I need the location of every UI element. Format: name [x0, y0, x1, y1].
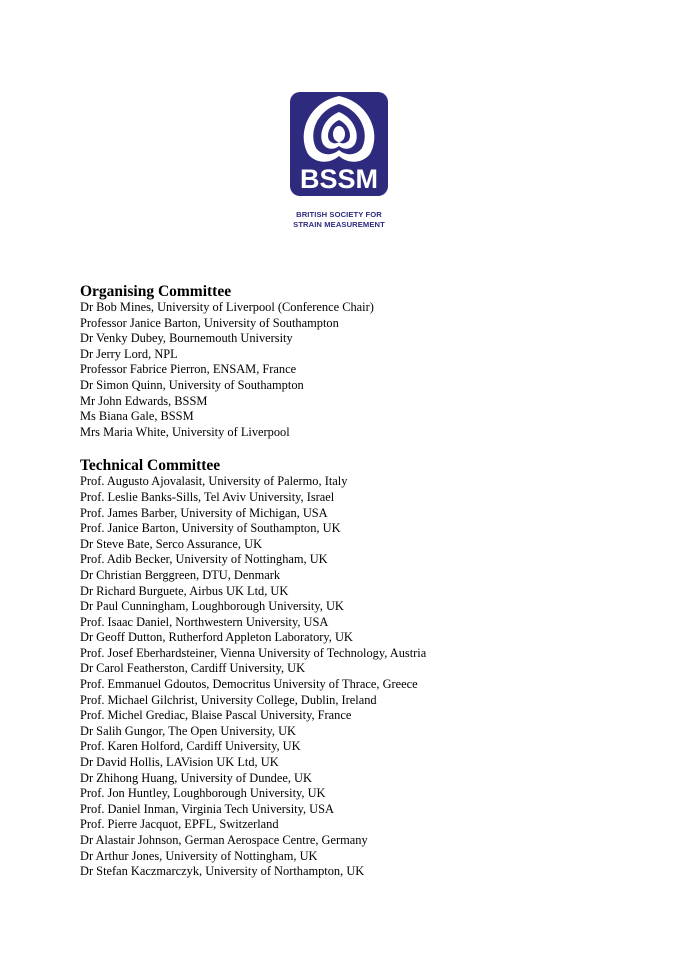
technical-committee-list: [80, 474, 660, 879]
organising-committee-section: [80, 283, 660, 440]
committee-member: Prof. Leslie Banks-Sills, Tel Aviv University, Israel: [80, 489, 335, 504]
committee-member: Mrs Maria White, University of Liverpool: [80, 424, 290, 439]
committee-member: Prof. Jon Huntley, Loughborough University, UK: [80, 786, 326, 801]
committee-member: Dr Richard Burguete, Airbus UK Ltd, UK: [80, 583, 289, 598]
committee-member: Dr Paul Cunningham, Loughborough University, UK: [80, 599, 344, 614]
committee-member: Dr Venky Dubey, Bournemouth University: [80, 331, 293, 346]
bssm-logo-mark: [290, 92, 388, 196]
committee-member: Prof. Josef Eberhardsteiner, Vienna University of Technology, Austria: [80, 645, 427, 660]
committee-member: Professor Janice Barton, University of Southampton: [80, 315, 339, 330]
organising-committee-list: [80, 300, 660, 440]
committee-member: Dr Bob Mines, University of Liverpool (Conference Chair): [80, 300, 374, 314]
committee-member: Prof. Augusto Ajovalasit, University of Palermo, Italy: [80, 474, 348, 489]
logo-caption-line-1: BRITISH SOCIETY FOR: [296, 210, 382, 219]
committee-member: Dr Geoff Dutton, Rutherford Appleton Laboratory, UK: [80, 630, 353, 645]
committee-member: Dr David Hollis, LAVision UK Ltd, UK: [80, 755, 279, 770]
committee-member: Prof. Michel Grediac, Blaise Pascal University, France: [80, 708, 352, 723]
technical-committee-section: [80, 457, 660, 879]
committee-member: Prof. Adib Becker, University of Nottingham, UK: [80, 552, 328, 567]
committee-member: Prof. Pierre Jacquot, EPFL, Switzerland: [80, 817, 279, 832]
committee-lists: [80, 283, 660, 880]
committee-member: Prof. Isaac Daniel, Northwestern University, USA: [80, 614, 329, 629]
committee-member: Prof. Michael Gilchrist, University College, Dublin, Ireland: [80, 692, 377, 707]
bssm-logo-caption: [280, 210, 398, 229]
bssm-logo: [280, 92, 398, 242]
committee-member: Ms Biana Gale, BSSM: [80, 409, 194, 424]
committee-member: Dr Arthur Jones, University of Nottingham, UK: [80, 848, 318, 863]
committee-member: Dr Stefan Kaczmarczyk, University of Northampton, UK: [80, 864, 365, 879]
committee-member: Prof. James Barber, University of Michigan, USA: [80, 505, 328, 520]
logo-caption-line-2: STRAIN MEASUREMENT: [293, 219, 385, 229]
committee-member: Dr Steve Bate, Serco Assurance, UK: [80, 536, 263, 551]
committee-member: Dr Simon Quinn, University of Southampton: [80, 377, 304, 392]
committee-member: Dr Christian Berggreen, DTU, Denmark: [80, 567, 281, 582]
committee-member: Professor Fabrice Pierron, ENSAM, France: [80, 362, 297, 377]
committee-member: Dr Jerry Lord, NPL: [80, 346, 178, 361]
bssm-logo-wordmark: BSSM: [299, 164, 379, 194]
technical-committee-title: Technical Committee: [80, 457, 221, 475]
committee-member: Dr Alastair Johnson, German Aerospace Centre, Germany: [80, 833, 368, 847]
committee-member: Mr John Edwards, BSSM: [80, 393, 208, 408]
committee-member: Dr Zhihong Huang, University of Dundee, UK: [80, 770, 312, 785]
committee-member: Prof. Daniel Inman, Virginia Tech University, USA: [80, 801, 334, 816]
committee-member: Prof. Emmanuel Gdoutos, Democritus University of Thrace, Greece: [80, 677, 418, 692]
organising-committee-title: Organising Committee: [80, 283, 232, 300]
committee-member: Dr Carol Featherston, Cardiff University, UK: [80, 661, 306, 676]
committee-member: Dr Salih Gungor, The Open University, UK: [80, 723, 296, 738]
committee-member: Prof. Karen Holford, Cardiff University, UK: [80, 739, 301, 754]
committee-member: Prof. Janice Barton, University of Southampton, UK: [80, 521, 341, 536]
